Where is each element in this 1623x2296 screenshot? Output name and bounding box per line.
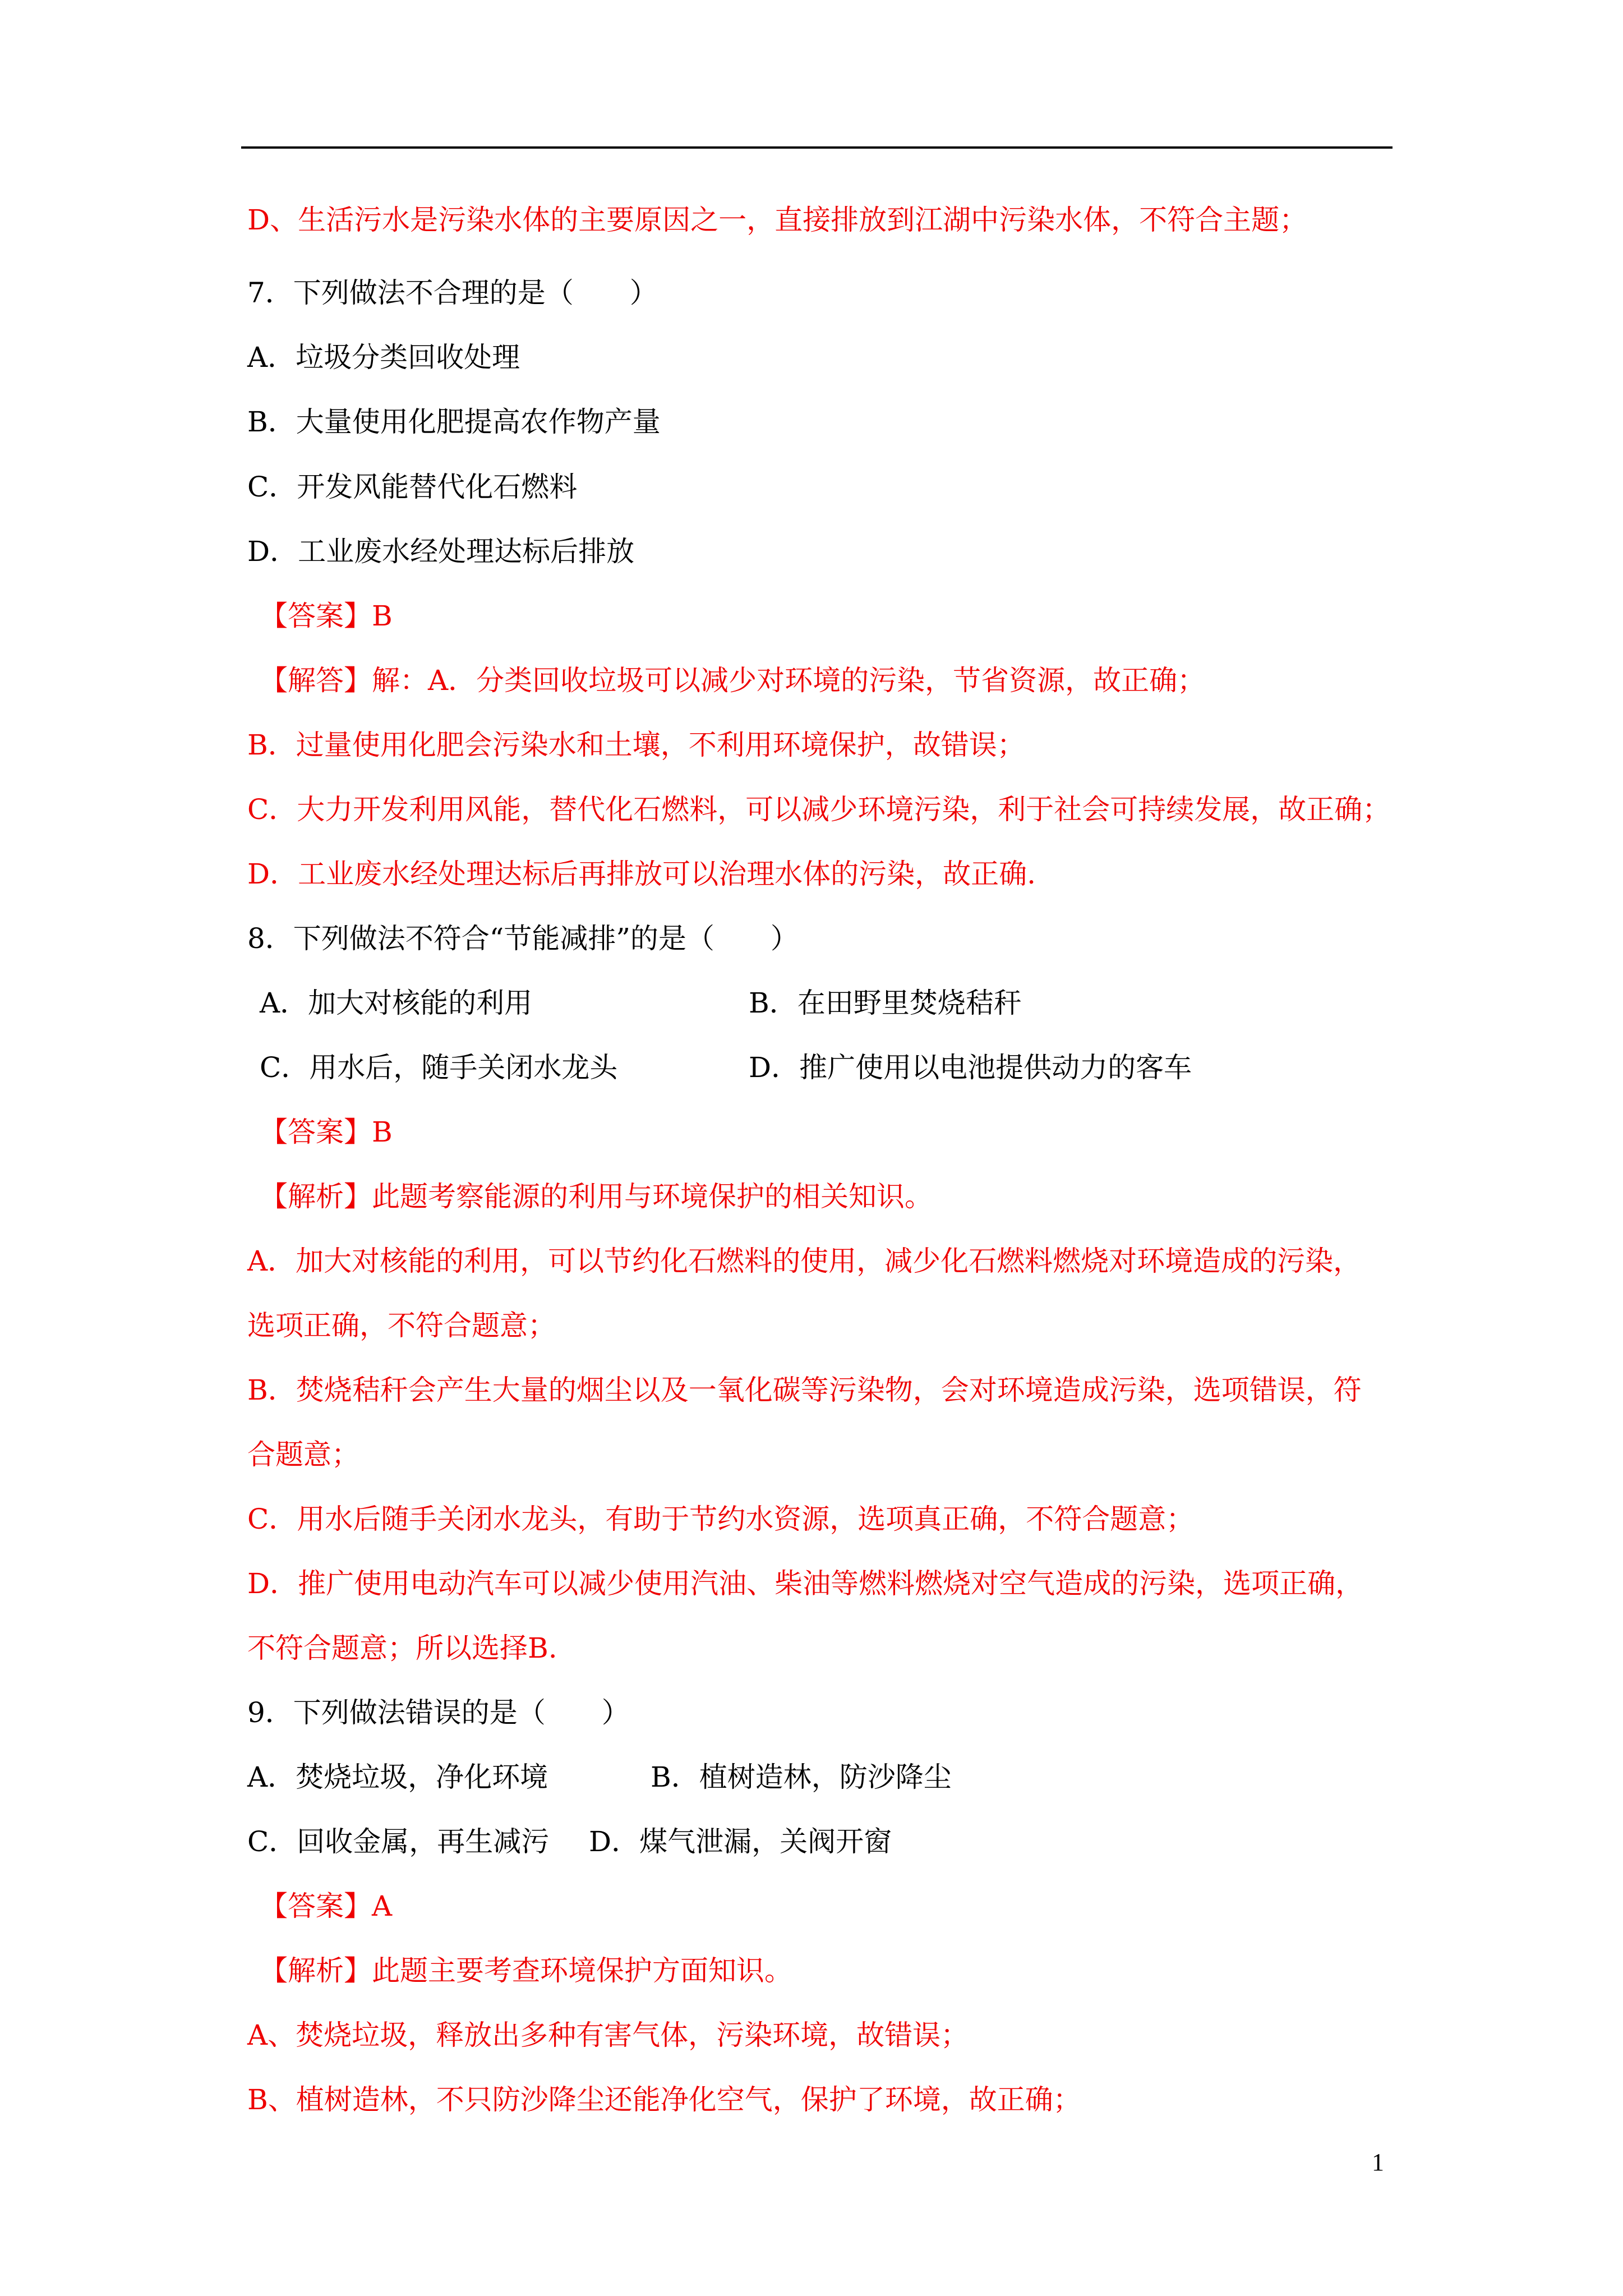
explanation-line: D．推广使用电动汽车可以减少使用汽油、柴油等燃料燃烧对空气造成的污染，选项正确， (247, 1567, 1364, 1600)
q7-explanation (260, 664, 1205, 697)
explanation-line: A．加大对核能的利用，可以节约化石燃料的使用，减少化石燃料燃烧对环境造成的污染， (247, 1245, 1362, 1277)
explanation-line: B、植树造林，不只防沙降尘还能净化空气，保护了环境，故正确； (247, 2083, 1081, 2116)
explanation-text: 解：A．分类回收垃圾可以减少对环境的污染，节省资源，故正确； (372, 664, 1206, 697)
explanation-label: 【解答】 (260, 664, 372, 697)
answer-label: 【答案】 (260, 1116, 372, 1148)
q8-option-c: C．用水后，随手关闭水龙头 (260, 1051, 618, 1084)
q8-option-b: B．在田野里焚烧秸秆 (749, 987, 1022, 1019)
explanation-line: D．工业废水经处理达标后再排放可以治理水体的污染，故正确. (247, 858, 1036, 890)
answer-value: A (372, 1890, 393, 1922)
explanation-line: C．用水后随手关闭水龙头，有助于节约水资源，选项真正确，不符合题意； (247, 1503, 1195, 1535)
answer-label: 【答案】 (260, 1890, 372, 1922)
q7-option-c: C．开发风能替代化石燃料 (247, 471, 578, 503)
explanation-line: C．大力开发利用风能，替代化石燃料，可以减少环境污染，利于社会可持续发展，故正确； (247, 793, 1391, 826)
explanation-line: A、焚烧垃圾，释放出多种有害气体，污染环境，故错误； (247, 2019, 969, 2051)
q7-option-b: B．大量使用化肥提高农作物产量 (247, 406, 661, 438)
explanation-text: 此题考察能源的利用与环境保护的相关知识。 (372, 1180, 933, 1213)
explanation-line: 不符合题意；所以选择B. (247, 1632, 557, 1664)
q7-answer (260, 599, 393, 633)
explanation-line: B．过量使用化肥会污染水和土壤，不利用环境保护，故错误； (247, 729, 1025, 761)
explanation-text: 此题主要考查环境保护方面知识。 (372, 1954, 792, 1987)
answer-value: B (372, 1116, 393, 1148)
q8-answer (260, 1115, 393, 1149)
q9-answer (260, 1889, 392, 1923)
q8-explanation (260, 1180, 933, 1213)
question-8: 8．下列做法不符合“节能减排”的是（ ） (247, 922, 799, 955)
explanation-line: 合题意； (247, 1438, 359, 1471)
explanation-line: B．焚烧秸秆会产生大量的烟尘以及一氧化碳等污染物，会对环境造成污染，选项错误，符 (247, 1374, 1362, 1406)
answer-value: B (372, 600, 393, 632)
q9-option-b: B．植树造林，防沙降尘 (651, 1761, 952, 1793)
explanation-line: 选项正确，不符合题意； (247, 1309, 556, 1342)
explanation-line: D、生活污水是污染水体的主要原因之一，直接排放到江湖中污染水体，不符合主题； (247, 204, 1308, 236)
q8-option-a: A．加大对核能的利用 (260, 987, 533, 1019)
q9-option-d: D．煤气泄漏，关阀开窗 (589, 1825, 892, 1858)
q9-option-c: C．回收金属，再生减污 (247, 1825, 550, 1858)
q9-explanation (260, 1954, 792, 1987)
q9-option-a: A．焚烧垃圾，净化环境 (247, 1761, 548, 1793)
page-number: 1 (1372, 2148, 1384, 2176)
q8-option-d: D．推广使用以电池提供动力的客车 (749, 1051, 1192, 1084)
header-rule (241, 146, 1393, 149)
explanation-label: 【解析】 (260, 1180, 372, 1213)
question-7: 7．下列做法不合理的是（ ） (247, 277, 658, 309)
q7-option-a: A．垃圾分类回收处理 (247, 341, 520, 374)
explanation-label: 【解析】 (260, 1954, 372, 1987)
answer-label: 【答案】 (260, 600, 372, 632)
q7-option-d: D．工业废水经处理达标后排放 (247, 535, 635, 568)
question-9: 9．下列做法错误的是（ ） (247, 1696, 630, 1729)
